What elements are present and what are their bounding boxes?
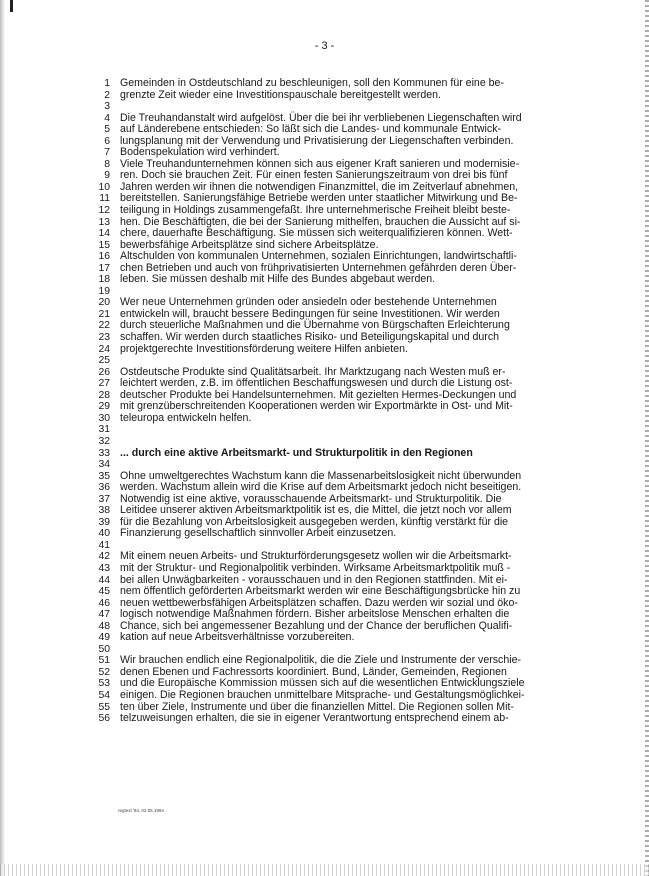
line-number: 49 [98, 632, 110, 644]
line-number: 12 [98, 205, 110, 217]
line-number: 34 [98, 459, 110, 471]
line-number: 47 [98, 609, 110, 621]
line-text: telzuweisungen erhalten, die sie in eigener Verantwortung entsprechend einem ab- [120, 712, 509, 725]
line-text: denen Ebenen und Fachressorts koordiniert. Bund, Länder, Gemeinden, Regionen [120, 665, 507, 678]
text-line [84, 586, 554, 598]
line-text: mit der Struktur- und Regionalpolitik verbinden. Wirksame Arbeitsmarktpolitik muß - [120, 561, 511, 574]
page-number: - 3 - [314, 40, 335, 52]
line-text: chen Betrieben und auch von frühprivatisierten Unternehmen gefährden deren Über- [120, 261, 517, 274]
line-number: 26 [98, 366, 110, 378]
line-number: 52 [98, 666, 110, 678]
line-text: Leitidee unserer aktiven Arbeitsmarktpolitik ist es, die Mittel, die jetzt noch vor allem [120, 504, 512, 517]
line-text: hen. Die Beschäftigten, die bei der Sanierung mithelfen, brauchen die Aussicht auf si- [120, 215, 521, 228]
scan-edge-right [645, 0, 649, 876]
scan-bottom-edge [0, 864, 649, 876]
text-line [84, 101, 554, 113]
line-number: 5 [104, 124, 110, 136]
line-number: 36 [98, 482, 110, 494]
line-text: für die Bezahlung von Arbeitslosigkeit ausgegeben werden, künftig verstärkt für die [120, 515, 509, 528]
line-number: 4 [104, 112, 110, 124]
text-line [84, 413, 554, 425]
line-text: entwickeln will, braucht bessere Bedingungen für seine Investitionen. Wir werden [120, 307, 500, 320]
line-number: 38 [98, 505, 110, 517]
line-text: deutscher Produkte bei Handelsunternehmen. Mit gezielten Hermes-Deckungen und [120, 388, 517, 401]
line-number: 17 [98, 262, 110, 274]
text-line [84, 690, 554, 702]
line-text: teleuropa entwickeln helfen. [120, 411, 252, 424]
line-text: Ohne umweltgerechtes Wachstum kann die Massenarbeitslosigkeit nicht überwunden [120, 469, 522, 482]
body-text [84, 78, 554, 725]
line-text: Jahren werden wir ihnen die notwendigen Finanzmittel, die im Zeitverlauf abnehmen, [120, 180, 519, 193]
text-line [84, 436, 554, 448]
line-number: 1 [104, 78, 110, 89]
line-number: 53 [98, 678, 110, 690]
line-number: 22 [98, 320, 110, 332]
line-text: Die Treuhandanstalt wird aufgelöst. Über die bei ihr verbliebenen Liegenschaften wird [120, 111, 522, 124]
line-text: Chance, sich bei angemessener Bezahlung und der Chance der beruflichen Qualifi- [120, 619, 513, 632]
text-line [84, 482, 554, 494]
text-line [84, 632, 554, 644]
line-number: 40 [98, 528, 110, 540]
section-heading: ... durch eine aktive Arbeitsmarkt- und Strukturpolitik in den Regionen [120, 446, 473, 459]
line-text: einigen. Die Regionen brauchen unmittelbare Mitsprache- und Gestaltungsmöglichkei- [120, 688, 525, 701]
line-number: 9 [104, 170, 110, 182]
footer-note: regtext '94, 02.05.1994 [118, 808, 164, 813]
line-text: leben. Sie müssen deshalb mit Hilfe des Bundes abgebaut werden. [120, 273, 436, 286]
line-number: 28 [98, 389, 110, 401]
line-text: Finanzierung gesellschaftlich sinnvoller Arbeit einzusetzen. [120, 527, 397, 540]
line-number: 50 [98, 643, 110, 655]
section-heading-line [84, 448, 554, 460]
line-text: Wer neue Unternehmen gründen oder ansiedeln oder bestehende Unternehmen [120, 296, 497, 309]
line-text: schaffen. Wir werden durch staatliches Risiko- und Beteiligungskapital und durch [120, 331, 500, 344]
line-text: bei allen Unwägbarkeiten - vorausschauen und in den Regionen stattfinden. Mit ei- [120, 573, 508, 586]
line-number: 35 [98, 470, 110, 482]
line-text: bereitstellen. Sanierungsfähige Betriebe werden unter staatlicher Mitwirkung und Be- [120, 192, 518, 205]
line-text: mit grenzüberschreitenden Kooperationen werden wir Exportmärkte in Ost- und Mit- [120, 400, 513, 413]
line-text: werden. Wachstum allein wird die Krise auf dem Arbeitsmarkt jedoch nicht beseitigen. [120, 481, 522, 494]
line-text: Viele Treuhandunternehmen können sich aus eigener Kraft sanieren und modernisie- [120, 157, 520, 170]
line-number: 51 [98, 655, 110, 667]
line-number: 23 [98, 332, 110, 344]
text-line [84, 528, 554, 540]
scan-edge-left [0, 0, 5, 876]
line-text: leichtert werden, z.B. im öffentlichen Beschaffungswesen und durch die Listung ost- [120, 377, 513, 390]
text-line [84, 274, 554, 286]
line-number: 42 [98, 551, 110, 563]
line-text: teiligung in Holdings zusammengefaßt. Ihre unternehmerische Freiheit bleibt beste- [120, 204, 511, 217]
line-number: 11 [99, 193, 110, 205]
line-number: 21 [98, 308, 110, 320]
line-number: 32 [98, 435, 110, 447]
line-text: ten über Ziele, Instrumente und über die finanziellen Mittel. Die Regionen sollen Mit- [120, 700, 514, 713]
text-line [84, 78, 554, 90]
text-line [84, 344, 554, 356]
line-number: 44 [98, 574, 110, 586]
line-number: 43 [98, 562, 110, 574]
line-text: Ostdeutsche Produkte sind Qualitätsarbeit. Ihr Marktzugang nach Westen muß er- [120, 365, 506, 378]
line-text: ren. Doch sie brauchen Zeit. Für einen festen Sanierungszeitraum von drei bis fünf [120, 169, 508, 182]
line-text: bewerbsfähige Arbeitsplätze sind sichere Arbeitsplätze. [120, 238, 379, 251]
line-text: kation auf neue Arbeitsverhältnisse vorzubereiten. [120, 631, 355, 644]
line-text: chere, dauerhafte Beschäftigung. Sie müssen sich weiterqualifizieren können. Wett- [120, 227, 513, 240]
line-text: Altschulden von kommunalen Unternehmen, sozialen Einrichtungen, landwirtschaftli- [120, 250, 517, 263]
line-number: 8 [104, 158, 110, 170]
line-number: 16 [98, 251, 110, 263]
line-number: 3 [104, 101, 110, 113]
line-text: projektgerechte Investitionsförderung weitere Hilfen anbieten. [120, 342, 408, 355]
line-text: durch steuerliche Maßnahmen und die Übernahme von Bürgschaften Erleichterung [120, 319, 510, 332]
line-text: lungsplanung mit der Verwendung und Privatisierung der Liegenschaften verbinden. [120, 134, 514, 147]
line-number: 13 [98, 216, 110, 228]
line-number: 39 [98, 516, 110, 528]
text-line [84, 205, 554, 217]
line-number: 55 [98, 701, 110, 713]
line-number: 56 [98, 713, 110, 725]
line-number: 14 [98, 228, 110, 240]
line-text: auf Länderebene entschieden: So läßt sich die Landes- und kommunale Entwick- [120, 123, 502, 136]
line-number: 7 [104, 147, 110, 159]
line-text: Mit einem neuen Arbeits- und Strukturförderungsgesetz wollen wir die Arbeitsmarkt- [120, 550, 512, 563]
text-line [84, 355, 554, 367]
line-number: 6 [104, 135, 110, 147]
text-line [84, 332, 554, 344]
text-line [84, 424, 554, 436]
line-text: logisch notwendige Maßnahmen fördern. Bisher arbeitslose Menschen erhalten die [120, 608, 510, 621]
line-number: 45 [98, 586, 110, 598]
line-text: Gemeinden in Ostdeutschland zu beschleunigen, soll den Kommunen für eine be- [120, 77, 504, 89]
text-line [84, 563, 554, 575]
line-number: 24 [98, 343, 110, 355]
line-text: und die Europäische Kommission müssen sich auf die wesentlichen Entwicklungsziele [120, 677, 525, 690]
text-line [84, 124, 554, 136]
line-number: 46 [98, 597, 110, 609]
text-line [84, 609, 554, 621]
line-number: 25 [98, 355, 110, 367]
line-text: neuen wettbewerbsfähigen Arbeitsplätzen schaffen. Dazu werden wir sozial und öko- [120, 596, 518, 609]
line-number: 27 [98, 378, 110, 390]
line-number: 48 [98, 620, 110, 632]
line-number: 19 [98, 285, 110, 297]
line-text: Wir brauchen endlich eine Regionalpolitik, die die Ziele und Instrumente der verschie- [120, 654, 522, 667]
text-line [84, 459, 554, 471]
line-text: Bodenspekulation wird verhindert. [120, 146, 280, 159]
line-number: 30 [98, 412, 110, 424]
scan-mark [10, 0, 13, 12]
line-text: grenzte Zeit wieder eine Investitionspauschale bereitgestellt werden. [120, 88, 441, 101]
line-number: 41 [98, 539, 110, 551]
line-text: Notwendig ist eine aktive, vorausschauende Arbeitsmarkt- und Strukturpolitik. Die [120, 492, 502, 505]
line-number: 2 [104, 89, 110, 101]
text-line [84, 228, 554, 240]
text-line [84, 713, 554, 725]
line-number: 10 [98, 181, 110, 193]
line-number: 18 [98, 274, 110, 286]
line-number: 33 [98, 447, 110, 459]
line-number: 31 [98, 424, 110, 436]
line-number: 54 [98, 689, 110, 701]
line-number: 15 [98, 239, 110, 251]
line-number: 29 [98, 401, 110, 413]
text-line [84, 90, 554, 102]
line-text: nem öffentlich geförderten Arbeitsmarkt werden wir eine Beschäftigungsbrücke hin zu [120, 585, 521, 598]
line-number: 20 [98, 297, 110, 309]
line-number: 37 [98, 493, 110, 505]
